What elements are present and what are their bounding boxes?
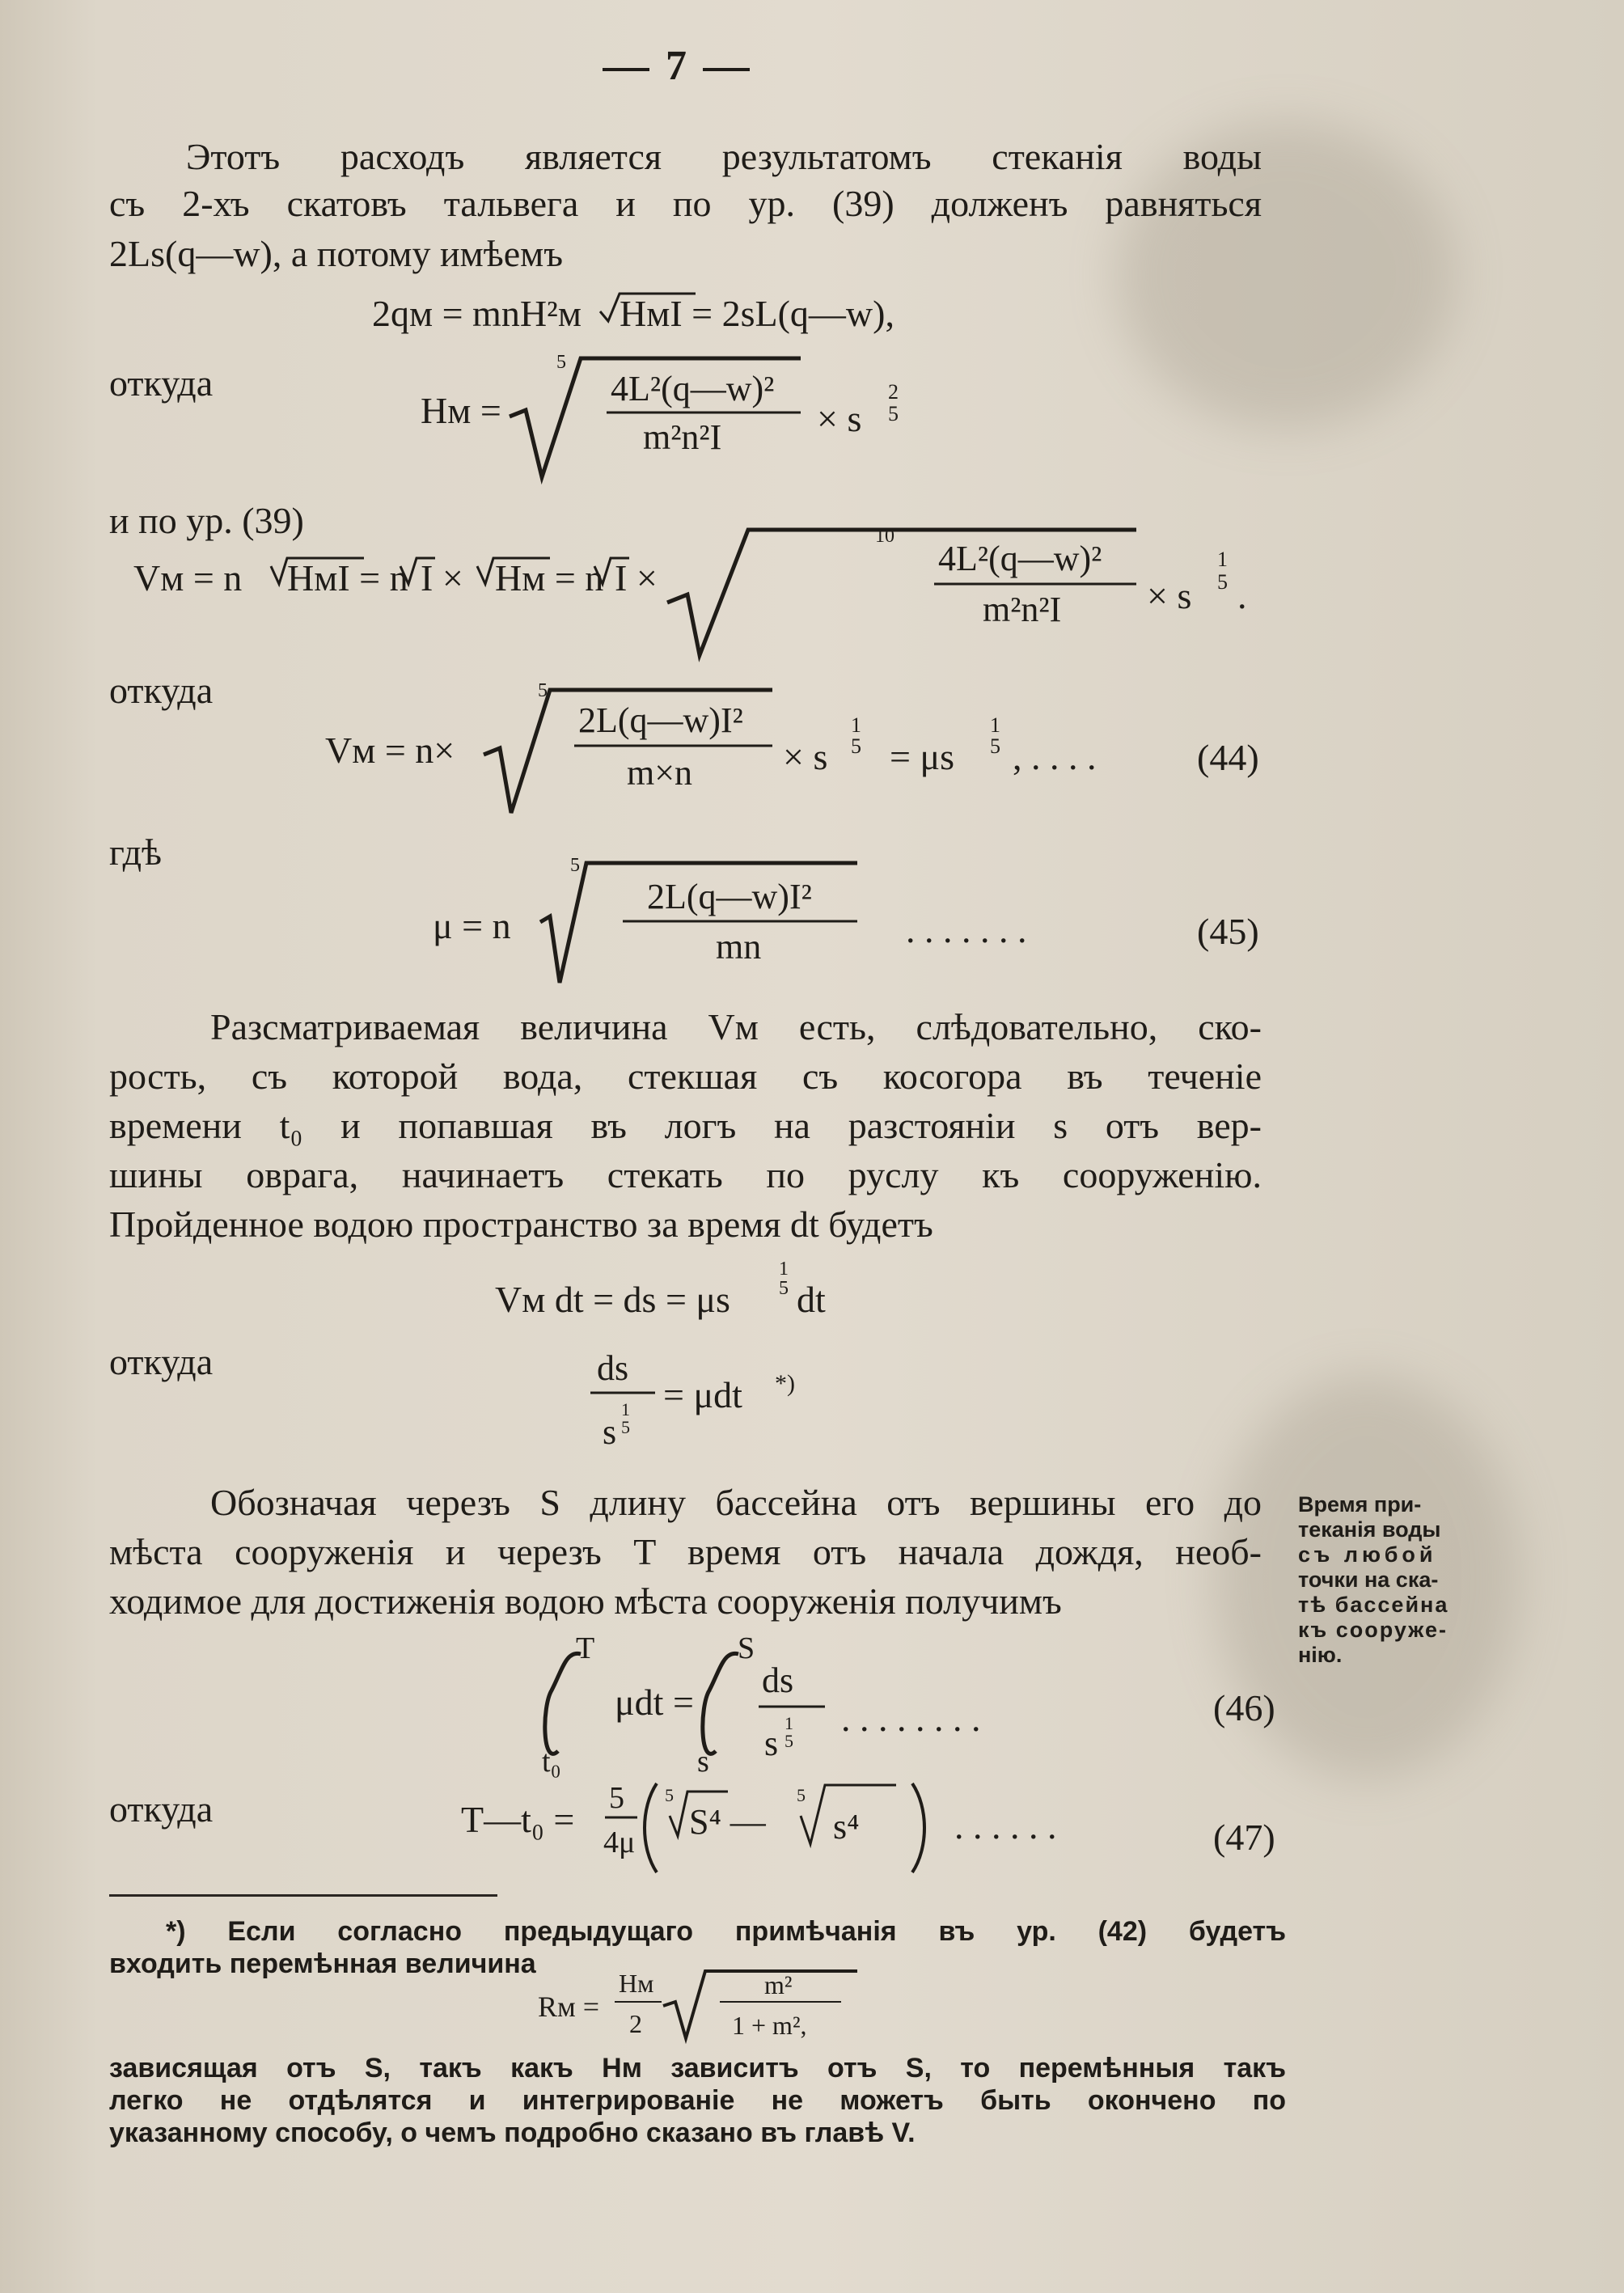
svg-text:. . . . . . .: . . . . . . . [906, 909, 1027, 950]
svg-text:. . . . . . . .: . . . . . . . . [841, 1698, 981, 1739]
word-i-po: и по ур. (39) [109, 500, 304, 541]
svg-text:1: 1 [1217, 548, 1228, 571]
svg-text:2: 2 [629, 2009, 642, 2038]
svg-text:4L²(q—w)²: 4L²(q—w)² [938, 539, 1102, 578]
paragraph-line: Обозначая черезъ S длину бассейна отъ вершины его до [210, 1482, 1262, 1523]
svg-text:4L²(q—w)²: 4L²(q—w)² [611, 369, 775, 408]
equation-h-m [412, 344, 938, 489]
svg-text:I ×: I × [615, 557, 658, 599]
svg-text:= μdt: = μdt [663, 1374, 742, 1415]
word-gde: гдѣ [109, 831, 162, 873]
svg-text:1: 1 [851, 713, 861, 737]
equation-44 [315, 667, 1286, 817]
paragraph-line: шины оврага, начинаетъ стекать по руслу къ сооруженію. [109, 1154, 1262, 1195]
svg-text:s: s [764, 1724, 779, 1763]
paragraph-line: ходимое для достиженія водою мѣста сооруженія получимъ [109, 1580, 1062, 1622]
margin-note: Время при- теканія воды съ любой точки на ска- тѣ бассейна къ сооруже- нію. [1298, 1492, 1449, 1667]
svg-text:ds: ds [762, 1661, 794, 1700]
svg-text:s: s [697, 1745, 709, 1779]
equation-number: (44) [1197, 737, 1259, 778]
svg-text:× s: × s [783, 736, 828, 777]
svg-text:. . . . . .: . . . . . . [954, 1805, 1057, 1847]
svg-text:HмI = n: HмI = n [287, 557, 408, 599]
footnote-line: *) Если согласно предыдущаго примѣчанія въ ур. (42) будетъ [166, 1916, 1286, 1947]
svg-text:HмI = 2sL(q—w),: HмI = 2sL(q—w), [620, 293, 894, 334]
svg-text:S⁴ —: S⁴ — [689, 1802, 766, 1842]
word-otkuda: откуда [109, 1341, 214, 1382]
page-number-header [586, 42, 766, 90]
svg-text:× s: × s [1147, 575, 1192, 616]
equation-ds [582, 1335, 906, 1472]
svg-text:5: 5 [797, 1785, 806, 1805]
svg-text:Vм = n: Vм = n [133, 557, 243, 599]
svg-text:Vм = n×: Vм = n× [325, 730, 455, 771]
paragraph-line: 2Ls(q—w), а потому имѣемъ [109, 233, 564, 274]
equation-number: (45) [1197, 911, 1259, 952]
svg-text:μdt =: μdt = [615, 1682, 694, 1723]
svg-text:5: 5 [779, 1278, 789, 1299]
paragraph-line: съ 2-хъ скатовъ тальвега и по ур. (39) долженъ равняться [109, 183, 1262, 224]
equation-flow [356, 279, 1003, 344]
word-otkuda: откуда [109, 362, 214, 404]
svg-text:, . . . .: , . . . . [1013, 736, 1097, 777]
svg-text:t₀: t₀ [542, 1745, 561, 1779]
paragraph-line: рость, съ которой вода, стекшая съ косогора въ теченіе [109, 1056, 1262, 1097]
svg-text:S: S [738, 1631, 755, 1665]
footnote-line: легко не отдѣлятся и интегрированіе не можетъ быть окончено по [109, 2085, 1286, 2116]
page-number: 7 [666, 43, 687, 89]
svg-text:dt: dt [797, 1279, 826, 1320]
svg-text:m²: m² [764, 1970, 793, 1999]
svg-text:1 + m²,: 1 + m², [732, 2011, 807, 2040]
svg-text:Vм dt = ds = μs: Vм dt = ds = μs [495, 1279, 730, 1320]
svg-text:5: 5 [785, 1731, 793, 1751]
svg-text:5: 5 [621, 1417, 630, 1437]
paragraph-line: мѣста сооруженія и черезъ T время отъ начала дождя, необ- [109, 1531, 1262, 1572]
header-dash [603, 68, 649, 71]
svg-text:Hм: Hм [619, 1969, 654, 1998]
equation-46 [518, 1626, 1294, 1787]
svg-text:5: 5 [990, 734, 1000, 758]
svg-text:5: 5 [1217, 570, 1228, 594]
svg-text:mn: mn [716, 927, 762, 967]
svg-text:10: 10 [875, 526, 894, 547]
svg-text:Hм =: Hм = [421, 390, 501, 431]
equation-rm [518, 1961, 906, 2050]
footnote-line: входить перемѣнная величина [109, 1948, 536, 1979]
svg-text:2L(q—w)I²: 2L(q—w)I² [647, 877, 812, 916]
svg-text:5: 5 [538, 680, 548, 701]
equation-number: (46) [1213, 1687, 1275, 1728]
svg-text:s⁴: s⁴ [833, 1807, 860, 1847]
svg-text:1: 1 [990, 713, 1000, 737]
footnote-rule [109, 1894, 497, 1897]
svg-text:= μs: = μs [890, 736, 955, 777]
svg-text:ds: ds [597, 1348, 629, 1388]
equation-v-m [129, 518, 1278, 663]
header-dash [703, 68, 750, 71]
svg-text:1: 1 [785, 1713, 793, 1733]
svg-text:5: 5 [556, 352, 566, 373]
svg-text:m²n²I: m²n²I [643, 417, 722, 457]
svg-text:2qм = mnH²м: 2qм = mnH²м [372, 293, 582, 334]
svg-text:*): *) [775, 1370, 795, 1397]
paragraph-line: времени t₀ и попавшая въ логъ на разстояніи s отъ вер- [109, 1105, 1262, 1146]
word-otkuda: откуда [109, 1788, 214, 1830]
svg-text:Rм =: Rм = [538, 1991, 600, 2023]
equation-vdt [485, 1254, 890, 1326]
svg-text:5: 5 [888, 402, 899, 425]
svg-text:2: 2 [888, 380, 899, 404]
svg-text:s: s [603, 1412, 617, 1452]
svg-text:5: 5 [570, 855, 580, 876]
svg-text:1: 1 [779, 1259, 789, 1280]
svg-text:Hм = n: Hм = n [495, 557, 604, 599]
equation-number: (47) [1213, 1817, 1275, 1858]
svg-text:1: 1 [621, 1399, 630, 1419]
svg-text:T—t₀ =: T—t₀ = [461, 1799, 575, 1840]
svg-text:4μ: 4μ [603, 1826, 636, 1859]
paragraph-line: Этотъ расходъ является результатомъ стеканія воды [186, 136, 1262, 177]
footnote-line: зависящая отъ S, такъ какъ Hм зависитъ отъ S, то перемѣнныя такъ [109, 2053, 1286, 2084]
footnote-line: указанному способу, о чемъ подробно сказано въ главѣ V. [109, 2117, 916, 2148]
svg-text:.: . [1237, 575, 1247, 616]
svg-text:× s: × s [817, 398, 862, 439]
svg-text:2L(q—w)I²: 2L(q—w)I² [578, 700, 743, 740]
svg-text:m×n: m×n [627, 753, 693, 793]
paragraph-line: Разсматриваемая величина Vм есть, слѣдовательно, ско- [210, 1006, 1262, 1047]
word-otkuda: откуда [109, 670, 214, 711]
svg-text:I ×: I × [421, 557, 463, 599]
paragraph-line: Пройденное водою пространство за время dt будетъ [109, 1204, 933, 1245]
svg-text:5: 5 [609, 1781, 624, 1815]
svg-text:5: 5 [851, 734, 861, 758]
svg-text:μ = n: μ = n [433, 905, 511, 946]
svg-text:5: 5 [665, 1785, 674, 1805]
equation-47 [453, 1767, 1181, 1881]
equation-45 [421, 845, 1229, 991]
svg-text:m²n²I: m²n²I [983, 590, 1062, 629]
svg-text:T: T [576, 1631, 595, 1665]
